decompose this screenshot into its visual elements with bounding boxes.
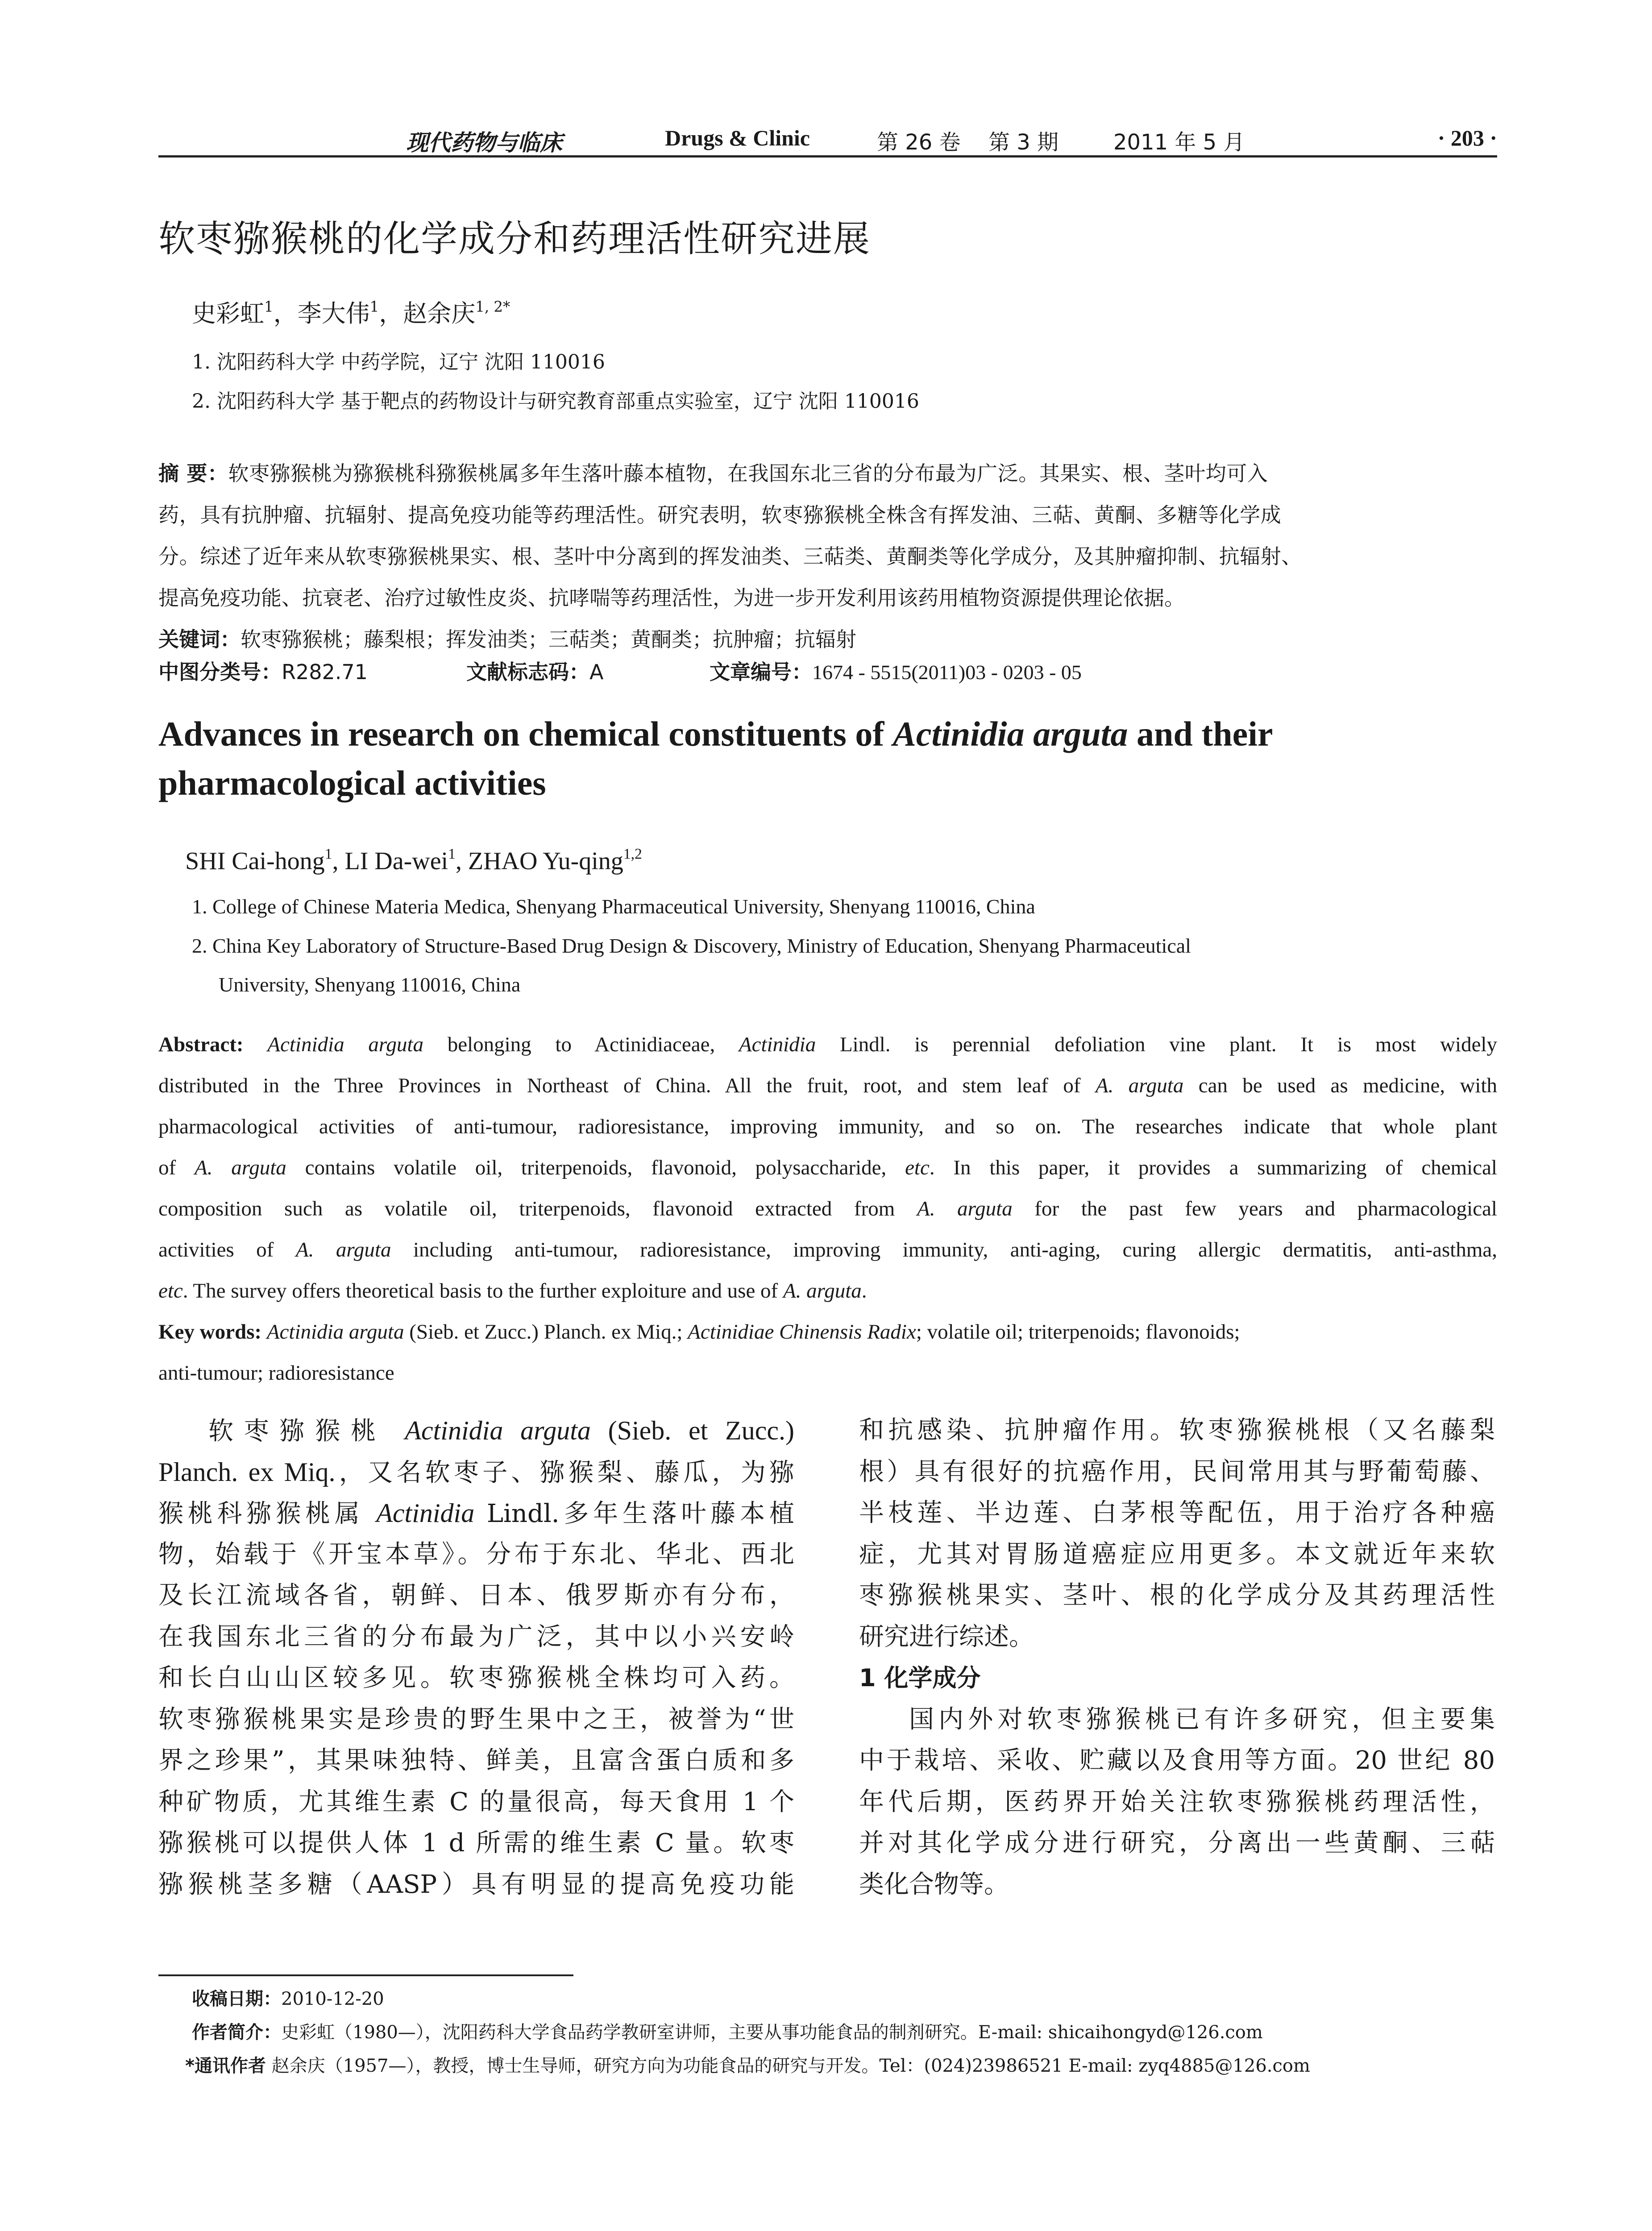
- abstract-line: 软枣猕猴桃为猕猴桃科猕猴桃属多年生落叶藤本植物，在我国东北三省的分布最为广泛。其果实、根、茎叶均可入: [228, 461, 1268, 485]
- abstract-line: 提高免疫功能、抗衰老、治疗过敏性皮炎、抗哮喘等药理活性，为进一步开发利用该药用植物资源提供理论依据。: [158, 586, 1185, 610]
- title-cn: 软枣猕猴桃的化学成分和药理活性研究进展: [158, 218, 871, 260]
- abstract-line: 分。综述了近年来从软枣猕猴桃果实、根、茎叶中分离到的挥发油类、三萜类、黄酮类等化学成分，及其肿瘤抑制、抗辐射、: [158, 544, 1302, 568]
- authors-en: SHI Cai-hong$^1$, LI Da-wei$^1$, ZHAO Yu-qing$^{1,2}$: [185, 846, 642, 875]
- title-en: Advances in research on chemical constituents of Actinidia arguta and their pharmacological activities: [158, 714, 1273, 802]
- author-affiliation-mark: 1: [324, 846, 332, 863]
- journal-name-cn: 现代药物与临床: [406, 130, 562, 156]
- affiliation-cn-2: 2. 沈阳药科大学 基于靶点的药物设计与研究教育部重点实验室，辽宁 沈阳 110016: [192, 390, 919, 413]
- author-name: ZHAO Yu-qing: [468, 847, 623, 875]
- footnote-rule: [158, 1974, 573, 1976]
- keywords-label-cn: 关键词：: [158, 627, 241, 651]
- issue: 第 3 期: [988, 130, 1059, 155]
- header-rule: [158, 155, 1497, 158]
- affiliation-en-1: 1. College of Chinese Materia Medica, Shenyang Pharmaceutical University, Shenyang 110016, China: [192, 895, 1035, 918]
- footnote-corresponding: *通讯作者 赵余庆（1957—），教授，博士生导师，研究方向为功能食品的研究与开发。Tel：(024)23986521 E-mail: zyq4885@126.com: [185, 2056, 1310, 2076]
- running-header: [158, 117, 1497, 157]
- author-name: LI Da-wei: [345, 847, 448, 875]
- keywords-label-en: Key words:: [158, 1320, 262, 1344]
- author-affiliation-mark: 1: [448, 846, 456, 863]
- abstract-cn: [158, 453, 1497, 660]
- abstract-en: Abstract: Actinidia arguta belonging to Actinidiaceae, Actinidia Lindl. is perennial defoliation vine plant. It is most widely distributed in the Three Provinces in Northeast of China. All the fruit, root, and stem leaf of A. arguta can be used as medicine, with pharmacological activities of anti-tumour, radioresistance, improving immunity, and so on. The researches indicate that whole plant of A. arguta contains volatile oil, triterpenoids, flavonoid, polysaccharide, etc. In this paper, it provides a summarizing of chemical composition such as volatile oil, triterpenoids, flavonoid extracted from A. arguta for the past few years and pharmacological activities of A. arguta including anti-tumour, radioresistance, improving immunity, anti-aging, curing allergic dermatitis, anti-asthma, etc. The survey offers theoretical basis to the further exploiture and use of A. arguta. Key words: Actinidia arguta (Sieb. et Zucc.) Planch. ex Miq.; Actinidiae Chinensis Radix; volatile oil; triterpenoids; flavonoids; anti-tumour; radioresistance: [158, 1033, 1497, 1385]
- issue-date: 2011 年 5 月: [1113, 130, 1245, 155]
- footnote-received: 收稿日期：2010-12-20: [192, 1989, 384, 2009]
- author-affiliation-mark: 1: [264, 298, 274, 315]
- affiliation-en-2: 2. China Key Laboratory of Structure-Based Drug Design & Discovery, Ministry of Education, Shenyang Pharmaceutical: [192, 934, 1191, 957]
- author-name: 赵余庆: [403, 299, 476, 328]
- article-number: 文章编号：1674 - 5515(2011)03 - 0203 - 05: [710, 660, 1082, 684]
- author-separator: ，: [273, 299, 298, 328]
- footnote-author: 作者简介：史彩虹（1980—），沈阳药科大学食品药学教研室讲师，主要从事功能食品的制剂研究。E-mail: shicaihongyd@126.com: [192, 2022, 1263, 2043]
- body-column-right: 和抗感染、抗肿瘤作用。软枣猕猴桃根（又名藤梨 根）具有很好的抗癌作用，民间常用其与野葡萄藤、 半枝莲、半边莲、白茅根等配伍，用于治疗各种癌 症，尤其对胃肠道癌症应用更多。本文就近年来软 枣猕猴桃果实、茎叶、根的化学成分及其药理活性 研究进行综述。 1 化学成分 国内外对软枣猕猴桃已有许多研究，但主要集 中于栽培、采收、贮藏以及食用等方面。20 世纪 80 年代后期，医药界开始关注软枣猕猴桃药理活性， 并对其化学成分进行研究，分离出一些黄酮、三萜 类化合物等。: [859, 1416, 1495, 1899]
- section-heading: 1 化学成分: [859, 1664, 981, 1692]
- page-number: · 203 ·: [1437, 125, 1497, 150]
- journal-name-en: Drugs & Clinic: [665, 125, 810, 150]
- author-affiliation-mark: 1, 2*: [475, 298, 511, 315]
- author-name: 史彩虹: [192, 299, 264, 328]
- affiliation-cn-1: 1. 沈阳药科大学 中药学院，辽宁 沈阳 110016: [192, 351, 605, 373]
- clc-number: 中图分类号：R282.71: [158, 660, 368, 684]
- abstract-label-en: Abstract:: [158, 1033, 244, 1056]
- author-affiliation-mark: 1: [369, 298, 379, 315]
- document-code: 文献标志码：A: [466, 660, 604, 684]
- keywords-en: Key words: Actinidia arguta (Sieb. et Zucc.) Planch. ex Miq.; Actinidiae Chinensis Radix; volatile oil; triterpenoids; flavonoids;: [158, 1320, 1240, 1344]
- abstract-line: 药，具有抗肿瘤、抗辐射、提高免疫功能等药理活性。研究表明，软枣猕猴桃全株含有挥发油、三萜、黄酮、多糖等化学成: [158, 503, 1282, 527]
- affiliation-en-2-cont: University, Shenyang 110016, China: [219, 973, 521, 996]
- author-name: SHI Cai-hong: [185, 847, 325, 875]
- abstract-label-cn: 摘 要：: [158, 461, 228, 485]
- author-separator: ，: [379, 299, 403, 328]
- keywords-cn: 软枣猕猴桃；藤梨根；挥发油类；三萜类；黄酮类；抗肿瘤；抗辐射: [241, 627, 856, 651]
- author-name: 李大伟: [297, 299, 370, 328]
- authors-cn: [192, 294, 510, 329]
- author-affiliation-mark: 1,2: [623, 846, 642, 863]
- body-column-left: 软枣猕猴桃 Actinidia arguta (Sieb. et Zucc.) Planch. ex Miq.，又名软枣子、猕猴梨、藤瓜，为猕 猴桃科猕猴桃属 Actinidia Lindl.多年生落叶藤本植 物，始载于《开宝本草》。分布于东北、华北、西北 及长江流域各省，朝鲜、日本、俄罗斯亦有分布， 在我国东北三省的分布最为广泛，其中以小兴安岭 和长白山山区较多见。软枣猕猴桃全株均可入药。 软枣猕猴桃果实是珍贵的野生果中之王，被誉为“世 界之珍果”，其果味独特、鲜美，且富含蛋白质和多 种矿物质，尤其维生素 C 的量很高，每天食用 1 个 猕猴桃可以提供人体 1 d 所需的维生素 C 量。软枣 猕猴桃茎多糖（AASP）具有明显的提高免疫功能: [158, 1416, 795, 1899]
- volume: 第 26 卷: [877, 130, 961, 155]
